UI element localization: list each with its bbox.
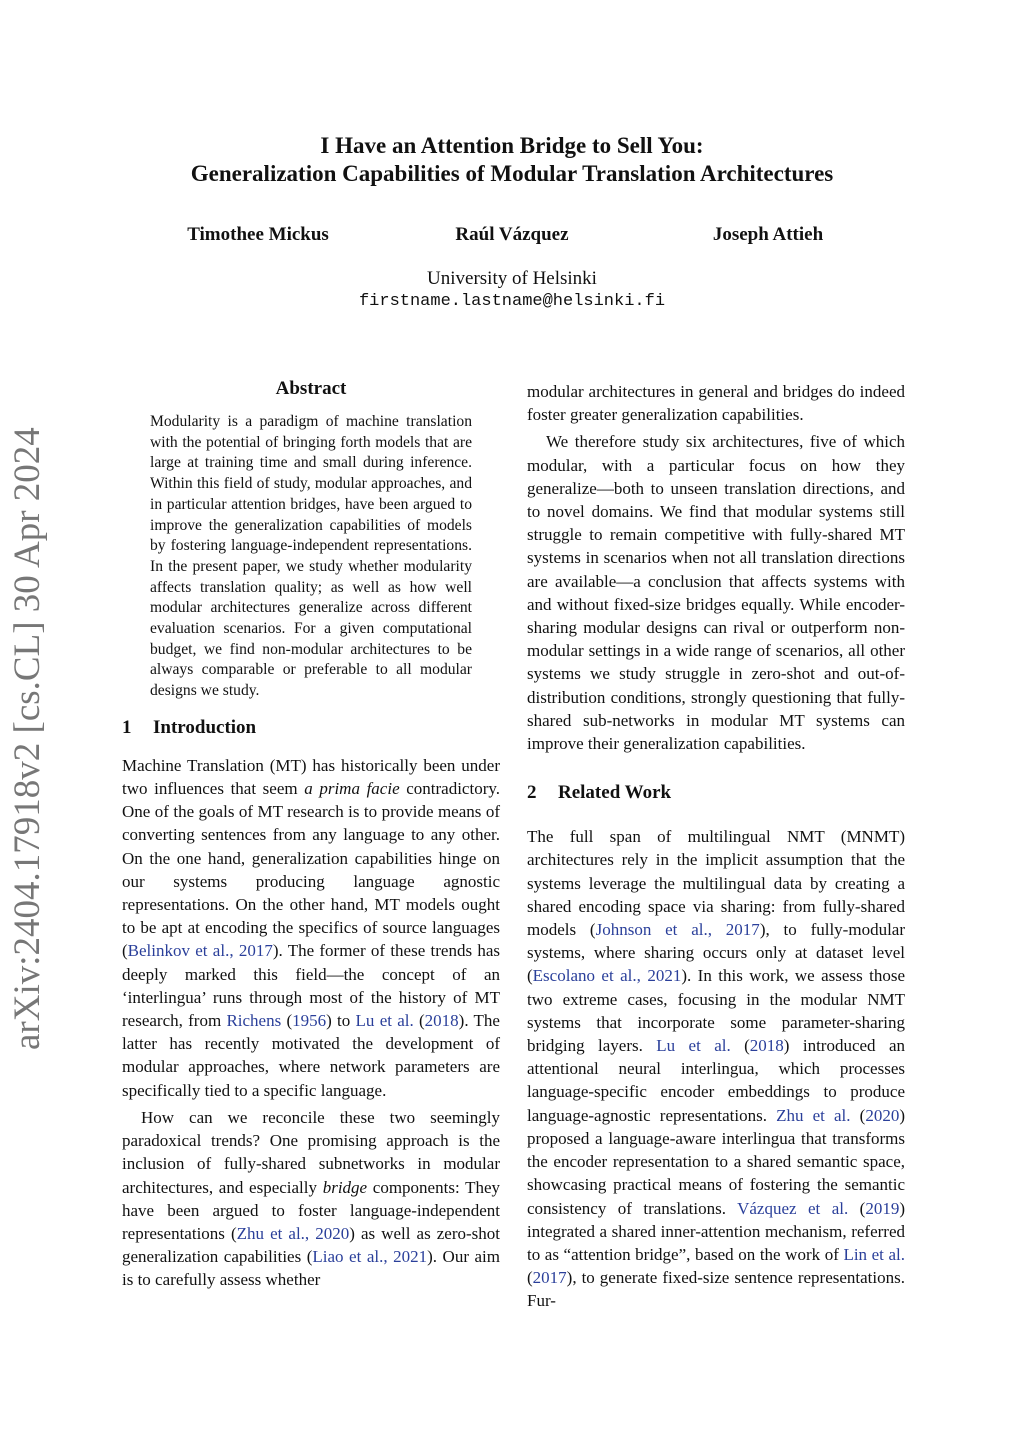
section-title: Introduction <box>153 716 257 738</box>
citation-link[interactable]: 2020 <box>865 1105 900 1125</box>
author-name: Raúl Vázquez <box>455 224 569 245</box>
citation-link[interactable]: Liao et al., 2021 <box>312 1247 428 1267</box>
citation-link[interactable]: Lu et al. <box>355 1011 414 1031</box>
related-work-paragraph: The full span of multilingual NMT (MNMT) architectures rely in the implicit assumption that the systems leverage the multilingual data by creating a shared encoding space via sharing: from fully-shared models (Johnson et al., 2017), to fully-modular systems, where sharing occurs only at dataset level (Escolano et al., 2021). In this work, we assess those two extreme cases, focusing in the modular NMT systems that incorporate some parameter-sharing bridging layers. Lu et al. (2018) introduced an attentional neural interlingua, which processes language-specific encoder embeddings to produce language-agnostic representations. Zhu et al. (2020) proposed a language-aware interlingua that transforms the encoder representation to a shared semantic space, showcasing practical means of fostering the semantic consistency of translations. Vázquez et al. (2019) integrated a shared inner-attention mechanism, referred to as “attention bridge”, based on the work of Lin et al. (2017), to generate fixed-size sentence representations. Fur- <box>527 827 906 1311</box>
citation-link[interactable]: 1956 <box>292 1011 327 1031</box>
intro-paragraph: We therefore study six architectures, five of which modular, with a particular focus on how they generalize—both to unseen translation directions, and to novel domains. We find that modular systems still struggle to remain competitive with fully-shared MT systems in scenarios when not all translation directions are available—a conclusion that affects systems with and without fixed-size bridges equally. While encoder-sharing modular designs can rival or outperform non-modular settings in a wide range of scenarios, all other systems we study struggle in zero-shot and out-of-distribution conditions, strongly questioning that fully-shared sub-networks in modular MT systems can improve their generalization capabilities. <box>527 432 905 754</box>
citation-link[interactable]: 2017 <box>532 1268 567 1288</box>
intro-paragraph: How can we reconcile these two seemingly paradoxical trends? One promising approach is the inclusion of fully-shared subnetworks in modular architectures, and especially bridge components: They have been argued to foster language-independent representations (Zhu et al., 2020) as well as zero-shot generalization capabilities (Liao et al., 2021). Our aim is to carefully assess whether <box>122 1107 500 1290</box>
section-number: 1 <box>122 716 132 738</box>
intro-paragraph: modular architectures in general and bridges do indeed foster greater generalization capabilities. <box>527 382 905 425</box>
paper-title <box>0 132 1024 188</box>
citation-link[interactable]: 2019 <box>865 1198 900 1218</box>
paper-title-line-1: I Have an Attention Bridge to Sell You: <box>320 133 704 158</box>
affiliation: University of Helsinki <box>427 268 597 289</box>
abstract-text: Modularity is a paradigm of machine translation with the potential of bringing forth models that are large at training time and small during inference. Within this field of study, modular approaches, and in particular attention bridges, have been argued to improve the generalization capabilities of models by fostering language-independent representations. In the present paper, we study whether modularity affects translation quality; as well as how well modular architectures generalize across different evaluation scenarios. For a given computational budget, we find non-modular architectures to be always comparable or preferable to all modular designs we study. <box>150 413 472 700</box>
right-column <box>527 380 905 1313</box>
paper-title-line-2: Generalization Capabilities of Modular Translation Architectures <box>190 161 834 186</box>
citation-link[interactable]: Lu et al. <box>656 1036 731 1056</box>
citation-link[interactable]: 2018 <box>749 1036 784 1056</box>
citation-link[interactable]: Zhu et al. <box>776 1105 851 1125</box>
citation-link[interactable]: 2018 <box>424 1011 459 1031</box>
author-name: Joseph Attieh <box>712 224 824 245</box>
section-number: 2 <box>527 782 537 804</box>
section-heading-introduction <box>122 716 500 740</box>
citation-link[interactable]: Escolano et al., 2021 <box>532 966 682 986</box>
section-title: Related Work <box>558 782 672 804</box>
citation-link[interactable]: Belinkov et al., 2017 <box>127 941 273 961</box>
left-column <box>122 378 500 1292</box>
citation-link[interactable]: Vázquez et al. <box>737 1198 849 1218</box>
abstract-heading: Abstract <box>275 378 347 399</box>
citation-link[interactable]: Johnson et al., 2017 <box>595 920 760 940</box>
citation-link[interactable]: Richens <box>226 1011 282 1031</box>
section-heading-related-work <box>527 781 905 805</box>
intro-paragraph: Machine Translation (MT) has historically been under two influences that seem a prima facie contradictory. One of the goals of MT research is to provide means of converting sentences from any language to any other. On the one hand, generalization capabilities hinge on our systems producing language agnostic representations. On the other hand, MT models ought to be apt at encoding the specifics of source languages (Belinkov et al., 2017). The former of these trends has deeply marked this field—the concept of an ‘interlingua’ runs through most of the history of MT research, from Richens (1956) to Lu et al. (2018). The latter has recently motivated the development of modular approaches, where network parameters are specifically tied to a specific language. <box>122 755 501 1100</box>
citation-link[interactable]: Zhu et al., 2020 <box>236 1223 350 1243</box>
citation-link[interactable]: Lin et al. <box>843 1244 905 1264</box>
author-email: firstname.lastname@helsinki.fi <box>358 292 666 311</box>
author-name: Timothee Mickus <box>187 224 329 245</box>
arxiv-identifier: arXiv:2404.17918v2 [cs.CL] 30 Apr 2024 <box>7 427 48 1050</box>
